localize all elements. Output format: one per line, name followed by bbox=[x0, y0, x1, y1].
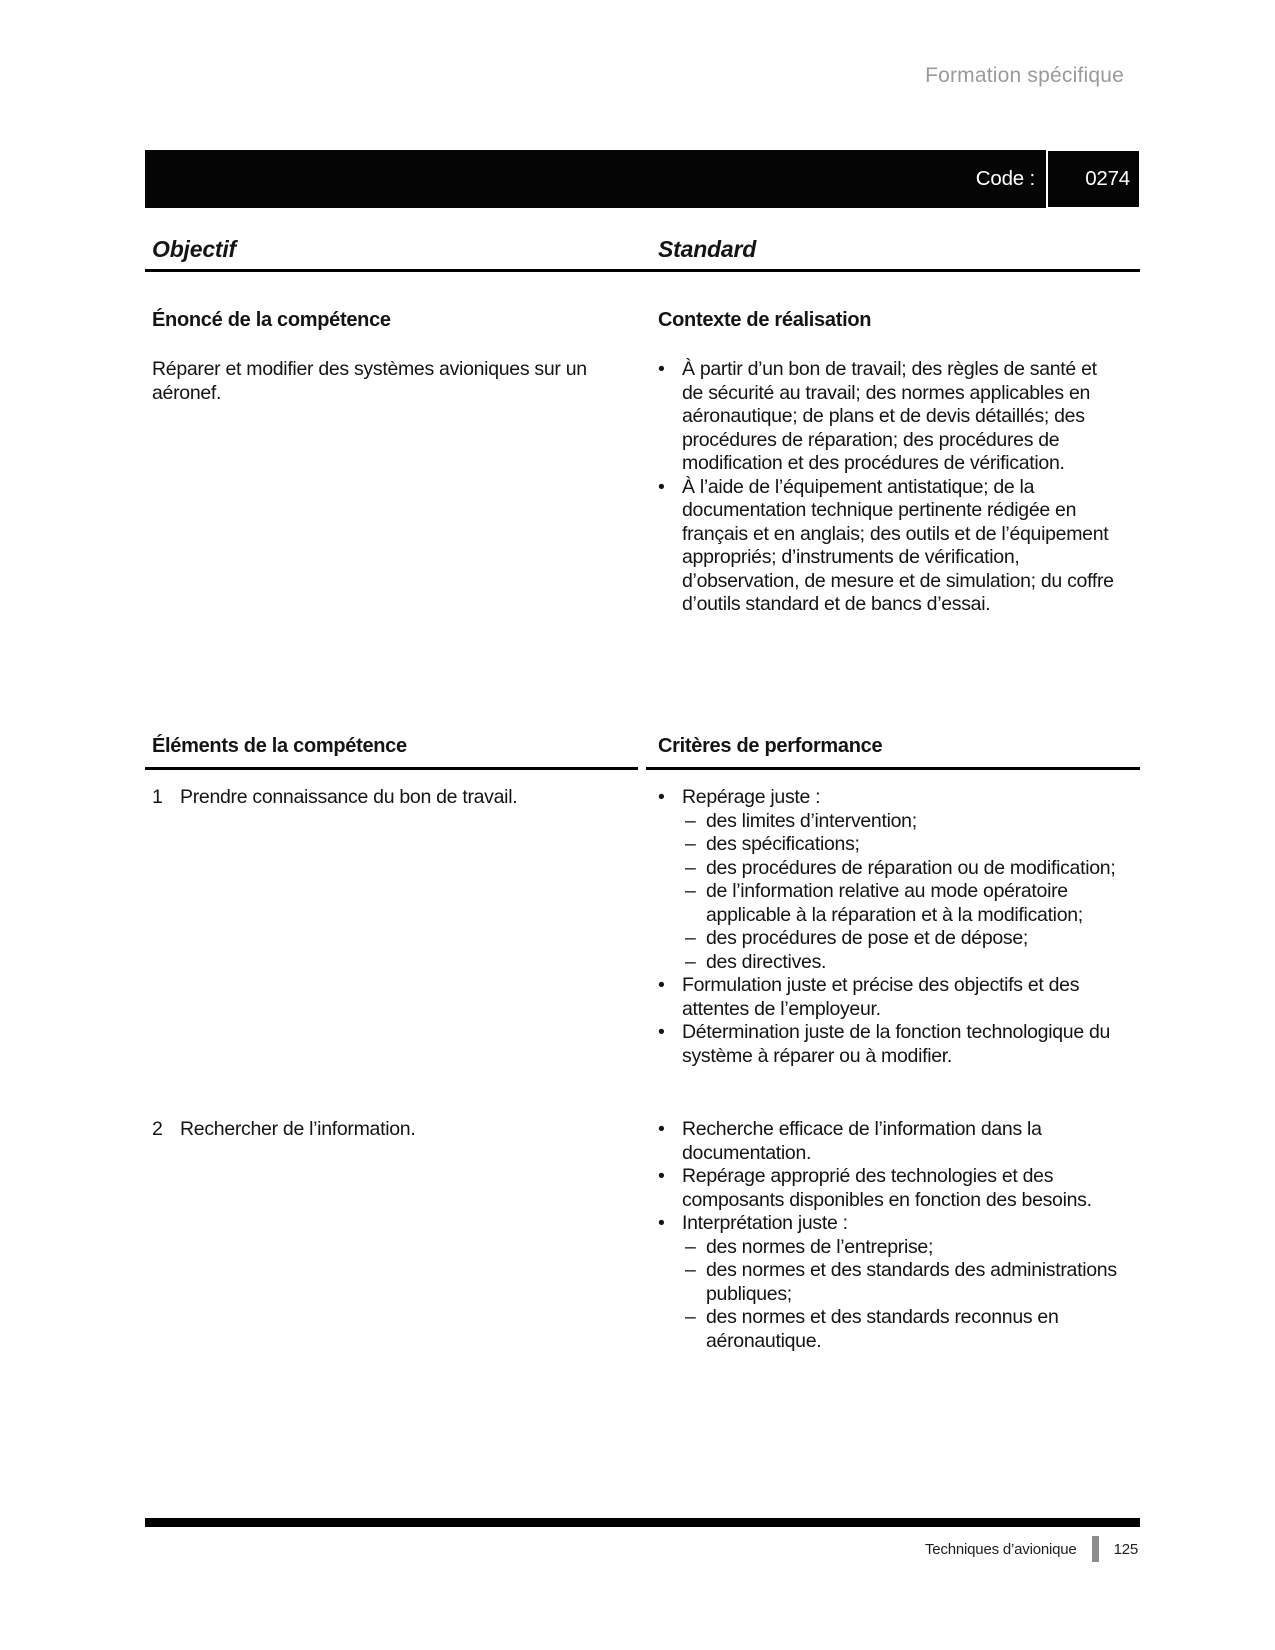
code-bar bbox=[145, 150, 1140, 208]
element-cell bbox=[145, 1118, 638, 1353]
criterion-item bbox=[658, 974, 1120, 1021]
column-gap bbox=[638, 236, 646, 263]
element-cell bbox=[145, 786, 638, 1068]
sub-criteria-list bbox=[685, 810, 1120, 975]
criterion-text: Repérage approprié des technologies et des composants disponibles en fonction des besoins. bbox=[682, 1165, 1092, 1211]
column-heading-standard: Standard bbox=[658, 236, 757, 262]
sub-criterion-text: de l’information relative au mode opératoire applicable à la réparation et à la modification; bbox=[706, 880, 1083, 926]
bullet-item bbox=[658, 358, 1120, 476]
bullet-marker-icon: • bbox=[658, 1212, 665, 1234]
bullet-marker-icon: • bbox=[658, 1021, 665, 1043]
sub-criterion-item bbox=[685, 880, 1120, 927]
bullet-text: À partir d’un bon de travail; des règles de santé et de sécurité au travail; des normes applicables en aéronautique; de plans et de devis détaillés; des procédures de réparation; des procédures de modification et des procédures de vérification. bbox=[682, 358, 1097, 474]
bullet-item bbox=[658, 476, 1120, 617]
sub-criterion-text: des procédures de réparation ou de modification; bbox=[706, 856, 1116, 879]
criterion-text: Recherche efficace de l’information dans la documentation. bbox=[682, 1118, 1042, 1164]
sub-criterion-item bbox=[685, 833, 1120, 857]
sub-criteria-list bbox=[685, 1236, 1120, 1354]
footer-rule bbox=[145, 1518, 1140, 1527]
element-row-1 bbox=[145, 786, 1140, 1068]
criterion-text: Repérage juste : bbox=[682, 786, 821, 808]
sub-criterion-text: des normes de l’entreprise; bbox=[706, 1235, 934, 1258]
sub-criterion-item bbox=[685, 927, 1120, 951]
element-number: 1 bbox=[152, 786, 163, 808]
criterion-item bbox=[658, 1212, 1120, 1353]
criterion-content bbox=[682, 786, 1120, 974]
code-label: Code : bbox=[975, 167, 1035, 190]
sub-criterion-item bbox=[685, 857, 1120, 881]
element-text: Prendre connaissance du bon de travail. bbox=[180, 786, 518, 808]
column-gap bbox=[638, 1118, 646, 1353]
section-enonce-contexte bbox=[145, 308, 1140, 617]
criterion-item bbox=[658, 786, 1120, 974]
dash-marker-icon: – bbox=[685, 856, 696, 879]
column-heading-objectif: Objectif bbox=[152, 236, 237, 262]
sub-criterion-item bbox=[685, 1236, 1120, 1260]
bullet-marker-icon: • bbox=[658, 1118, 665, 1140]
criterion-text: Formulation juste et précise des objectifs et des attentes de l’employeur. bbox=[682, 974, 1080, 1020]
criterion-text: Détermination juste de la fonction technologique du système à réparer ou à modifier. bbox=[682, 1021, 1111, 1067]
code-value: 0274 bbox=[1046, 150, 1140, 208]
contexte-column bbox=[646, 308, 1140, 617]
dash-marker-icon: – bbox=[685, 833, 696, 855]
competency-statement: Réparer et modifier des systèmes avioniques sur un aéronef. bbox=[152, 358, 587, 404]
criterion-item bbox=[658, 1165, 1120, 1212]
footer-program-label: Techniques d’avionique bbox=[925, 1540, 1077, 1558]
sub-criterion-item bbox=[685, 1306, 1120, 1353]
dash-marker-icon: – bbox=[685, 950, 696, 973]
dash-marker-icon: – bbox=[685, 809, 696, 832]
column-gap bbox=[638, 734, 646, 770]
criterion-content bbox=[682, 1212, 1120, 1353]
element-text: Rechercher de l’information. bbox=[180, 1118, 416, 1140]
sub-criterion-text: des normes et des standards des administrations publiques; bbox=[706, 1259, 1117, 1305]
footer-divider bbox=[1092, 1536, 1099, 1562]
elements-title: Éléments de la compétence bbox=[145, 734, 638, 770]
bullet-marker-icon: • bbox=[658, 974, 665, 996]
sub-criterion-text: des spécifications; bbox=[706, 833, 860, 855]
contexte-title: Contexte de réalisation bbox=[658, 309, 872, 331]
dash-marker-icon: – bbox=[685, 1235, 696, 1258]
dash-marker-icon: – bbox=[685, 1259, 696, 1281]
criteres-title: Critères de performance bbox=[646, 734, 1140, 770]
criterion-item bbox=[658, 1118, 1120, 1165]
page-header-label: Formation spécifique bbox=[925, 64, 1124, 87]
enonce-title: Énoncé de la compétence bbox=[152, 309, 391, 331]
sub-criterion-text: des directives. bbox=[706, 950, 827, 973]
column-gap bbox=[638, 308, 646, 617]
enonce-column bbox=[145, 308, 638, 617]
element-number: 2 bbox=[152, 1118, 163, 1140]
criteria-list bbox=[646, 1118, 1140, 1353]
dash-marker-icon: – bbox=[685, 880, 696, 902]
context-bullet-list bbox=[658, 358, 1120, 617]
dash-marker-icon: – bbox=[685, 927, 696, 949]
criteria-list bbox=[646, 786, 1140, 1068]
bullet-marker-icon: • bbox=[658, 475, 665, 498]
criterion-text: Interprétation juste : bbox=[682, 1212, 848, 1234]
sub-criterion-item bbox=[685, 1259, 1120, 1306]
sub-criterion-text: des procédures de pose et de dépose; bbox=[706, 927, 1029, 949]
footer bbox=[145, 1534, 1138, 1564]
bullet-marker-icon: • bbox=[658, 1165, 665, 1187]
bullet-text: À l’aide de l’équipement antistatique; de la documentation technique pertinente rédigée en français et en anglais; des outils et de l’équipement appropriés; d’instruments de vérification, d’observation, de mesure et de simulation; du coffre d’outils standard et de bancs d’essai. bbox=[682, 475, 1114, 615]
sub-criterion-item bbox=[685, 951, 1120, 975]
bullet-marker-icon: • bbox=[658, 786, 665, 808]
column-headings-row bbox=[145, 236, 1140, 272]
footer-page-number: 125 bbox=[1113, 1540, 1138, 1558]
bullet-marker-icon: • bbox=[658, 358, 665, 380]
sub-criterion-text: des limites d’intervention; bbox=[706, 809, 917, 832]
dash-marker-icon: – bbox=[685, 1306, 696, 1328]
section-elements-criteres-headings bbox=[145, 734, 1140, 770]
criterion-item bbox=[658, 1021, 1120, 1068]
sub-criterion-item bbox=[685, 810, 1120, 834]
column-gap bbox=[638, 786, 646, 1068]
sub-criterion-text: des normes et des standards reconnus en aéronautique. bbox=[706, 1306, 1059, 1352]
element-row-2 bbox=[145, 1118, 1140, 1353]
